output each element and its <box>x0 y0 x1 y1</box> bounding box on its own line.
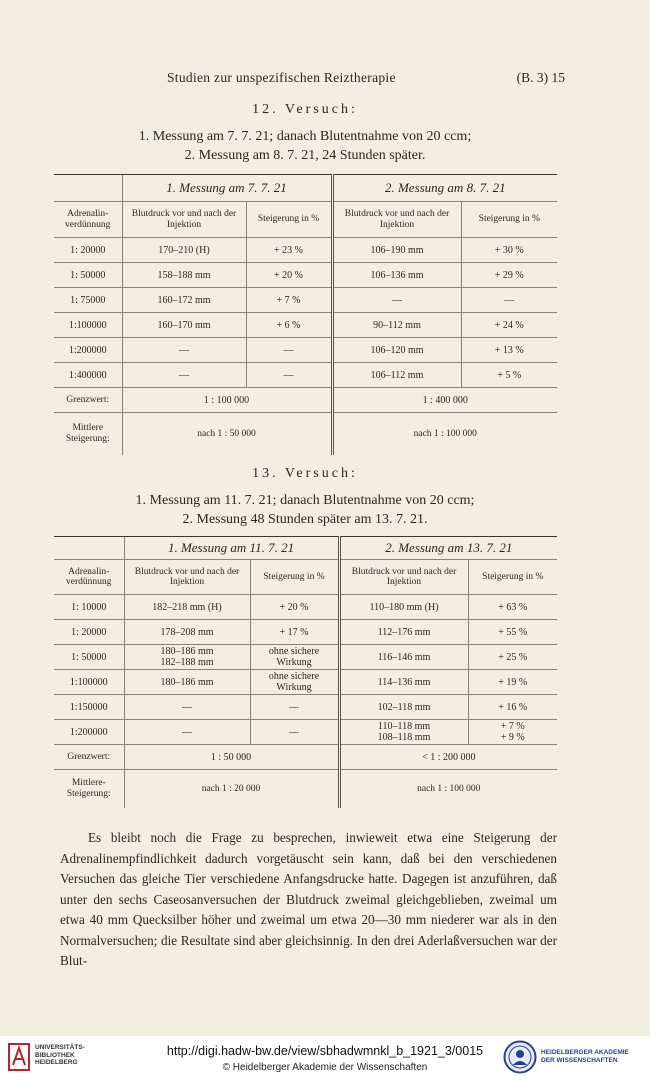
cell-dilution: 1:100000 <box>54 313 122 338</box>
cell-bp-second: 110–118 mm 108–118 mm <box>339 720 468 745</box>
exp13-mittl1: nach 1 : 20 000 <box>124 770 339 808</box>
exp12-table <box>54 174 557 455</box>
cell-bp-first: 182–218 mm (H) <box>124 595 250 620</box>
table-row <box>54 338 557 363</box>
page-number: (B. 3) 15 <box>516 70 565 85</box>
body-text: Es bleibt noch die Frage zu besprechen, inwieweit etwa eine Steigerung der Adrenalinempfindlichkeit dadurch vorgetäuscht sein kann, daß bei den verschiedenen Versuchen das gleiche Tier verschiedene Anfangsdrucke hatte. Dagegen ist anzuführen, daß unter den sechs Caseosanversuchen der Blutdruck zweimal gleichgeblieben, zweimal um etwa 40 mm Quecksilber höher und zweimal um etwa 20—30 mm niederer war als in den Normalversuchen; die Resultate sind aber gleichsinnig. In den drei Aderlaßversuchen war der Blut- <box>60 830 557 968</box>
exp12-col-inc1: Steigerung in % <box>246 202 332 238</box>
document-url-link[interactable]: http://digi.hadw-bw.de/view/sbhadwmnkl_b_1921_3/0015 <box>166 1044 484 1058</box>
cell-dilution: 1: 10000 <box>54 595 124 620</box>
exp12-grenz-label: Grenzwert: <box>54 388 122 413</box>
exp13-mittl2: nach 1 : 100 000 <box>339 770 557 808</box>
cell-increase-second: + 30 % <box>461 238 557 263</box>
table-row <box>54 238 557 263</box>
exp13-col-inc2: Steigerung in % <box>468 560 557 595</box>
cell-bp-second: 112–176 mm <box>339 620 468 645</box>
cell-bp-second: 106–136 mm <box>332 263 461 288</box>
cell-bp-second: 114–136 mm <box>339 670 468 695</box>
table-row <box>54 363 557 388</box>
cell-increase-first: + 20 % <box>246 263 332 288</box>
cell-bp-first: — <box>124 695 250 720</box>
cell-increase-first: ohne sichere Wirkung <box>250 670 339 695</box>
cell-increase-first: — <box>246 363 332 388</box>
exp12-group2-header: 2. Messung am 8. 7. 21 <box>332 175 557 202</box>
table-row <box>54 263 557 288</box>
cell-increase-second: + 19 % <box>468 670 557 695</box>
cell-increase-first: + 17 % <box>250 620 339 645</box>
cell-bp-second: 110–180 mm (H) <box>339 595 468 620</box>
cell-bp-first: 180–186 mm 182–188 mm <box>124 645 250 670</box>
cell-bp-second: 90–112 mm <box>332 313 461 338</box>
table-row <box>54 595 557 620</box>
exp13-heading: 13. Versuch: <box>252 466 358 481</box>
cell-increase-second: + 25 % <box>468 645 557 670</box>
cell-increase-second: — <box>461 288 557 313</box>
cell-increase-second: + 55 % <box>468 620 557 645</box>
table-row <box>54 645 557 670</box>
cell-increase-first: + 7 % <box>246 288 332 313</box>
cell-bp-first: — <box>122 338 246 363</box>
exp13-grenz1: 1 : 50 000 <box>124 745 339 770</box>
viewer-footer <box>0 1036 650 1080</box>
cell-increase-second: + 5 % <box>461 363 557 388</box>
cell-bp-second: 116–146 mm <box>339 645 468 670</box>
exp12-group1-header: 1. Messung am 7. 7. 21 <box>122 175 332 202</box>
cell-increase-first: + 20 % <box>250 595 339 620</box>
cell-increase-second: + 16 % <box>468 695 557 720</box>
cell-dilution: 1: 50000 <box>54 645 124 670</box>
exp12-mittl2: nach 1 : 100 000 <box>332 413 557 455</box>
exp13-col-dilution: Adrenalin-verdünnung <box>54 560 124 595</box>
cell-increase-first: + 23 % <box>246 238 332 263</box>
table-row <box>54 313 557 338</box>
cell-increase-first: ohne sichere Wirkung <box>250 645 339 670</box>
exp13-group1-header: 1. Messung am 11. 7. 21 <box>124 537 339 560</box>
cell-dilution: 1:200000 <box>54 720 124 745</box>
exp13-col-inc1: Steigerung in % <box>250 560 339 595</box>
exp12-col-bp1: Blutdruck vor und nach der Injektion <box>122 202 246 238</box>
exp12-heading: 12. Versuch: <box>252 102 358 117</box>
exp13-group2-header: 2. Messung am 13. 7. 21 <box>339 537 557 560</box>
cell-increase-first: — <box>250 695 339 720</box>
cell-dilution: 1: 75000 <box>54 288 122 313</box>
table-row <box>54 695 557 720</box>
table-row <box>54 620 557 645</box>
exp12-mittl1: nach 1 : 50 000 <box>122 413 332 455</box>
cell-bp-second: 106–190 mm <box>332 238 461 263</box>
cell-bp-second: 106–120 mm <box>332 338 461 363</box>
academy-name: HEIDELBERGER AKADEMIE DER WISSENSCHAFTEN <box>541 1049 629 1064</box>
cell-dilution: 1:150000 <box>54 695 124 720</box>
cell-bp-first: — <box>124 720 250 745</box>
cell-dilution: 1: 20000 <box>54 238 122 263</box>
cell-increase-second: + 7 % + 9 % <box>468 720 557 745</box>
cell-increase-second: + 29 % <box>461 263 557 288</box>
cell-increase-first: + 6 % <box>246 313 332 338</box>
cell-dilution: 1:200000 <box>54 338 122 363</box>
exp13-line1: 1. Messung am 11. 7. 21; danach Blutentnahme von 20 ccm; <box>135 493 475 508</box>
exp13-mittl-label: Mittlere-Steigerung: <box>66 778 111 799</box>
cell-bp-first: 170–210 (H) <box>122 238 246 263</box>
cell-increase-second: + 24 % <box>461 313 557 338</box>
copyright-text: © Heidelberger Akademie der Wissenschaften <box>222 1062 428 1073</box>
running-title: Studien zur unspezifischen Reiztherapie <box>167 70 396 85</box>
cell-increase-first: — <box>250 720 339 745</box>
exp13-col-bp1: Blutdruck vor und nach der Injektion <box>124 560 250 595</box>
exp13-line2: 2. Messung 48 Stunden später am 13. 7. 21. <box>182 512 428 527</box>
body-paragraph <box>60 828 557 972</box>
cell-bp-first: 160–170 mm <box>122 313 246 338</box>
cell-bp-second: 102–118 mm <box>339 695 468 720</box>
cell-increase-second: + 13 % <box>461 338 557 363</box>
cell-dilution: 1:100000 <box>54 670 124 695</box>
cell-bp-first: 160–172 mm <box>122 288 246 313</box>
cell-increase-first: — <box>246 338 332 363</box>
cell-bp-first: 178–208 mm <box>124 620 250 645</box>
exp12-mittl-label: Mittlere Steigerung: <box>65 423 110 444</box>
cell-bp-first: 158–188 mm <box>122 263 246 288</box>
table-row <box>54 670 557 695</box>
exp12-col-inc2: Steigerung in % <box>461 202 557 238</box>
cell-increase-second: + 63 % <box>468 595 557 620</box>
table-row <box>54 720 557 745</box>
exp13-grenz2: < 1 : 200 000 <box>339 745 557 770</box>
exp12-grenz1: 1 : 100 000 <box>122 388 332 413</box>
exp13-col-bp2: Blutdruck vor und nach der Injektion <box>339 560 468 595</box>
exp12-col-dilution: Adrenalin-verdünnung <box>54 202 122 238</box>
table-row <box>54 288 557 313</box>
cell-dilution: 1:400000 <box>54 363 122 388</box>
cell-bp-first: — <box>122 363 246 388</box>
exp13-grenz-label: Grenzwert: <box>54 745 124 770</box>
exp12-line2: 2. Messung am 8. 7. 21, 24 Stunden später. <box>184 148 426 163</box>
exp12-col-bp2: Blutdruck vor und nach der Injektion <box>332 202 461 238</box>
exp12-grenz2: 1 : 400 000 <box>332 388 557 413</box>
cell-dilution: 1: 20000 <box>54 620 124 645</box>
cell-bp-first: 180–186 mm <box>124 670 250 695</box>
library-name: UNIVERSITÄTS- BIBLIOTHEK HEIDELBERG <box>35 1044 85 1066</box>
exp13-table <box>54 536 557 808</box>
academy-seal-icon <box>503 1040 537 1074</box>
exp12-line1: 1. Messung am 7. 7. 21; danach Blutentnahme von 20 ccm; <box>138 129 472 144</box>
cell-dilution: 1: 50000 <box>54 263 122 288</box>
cell-bp-second: — <box>332 288 461 313</box>
cell-bp-second: 106–112 mm <box>332 363 461 388</box>
